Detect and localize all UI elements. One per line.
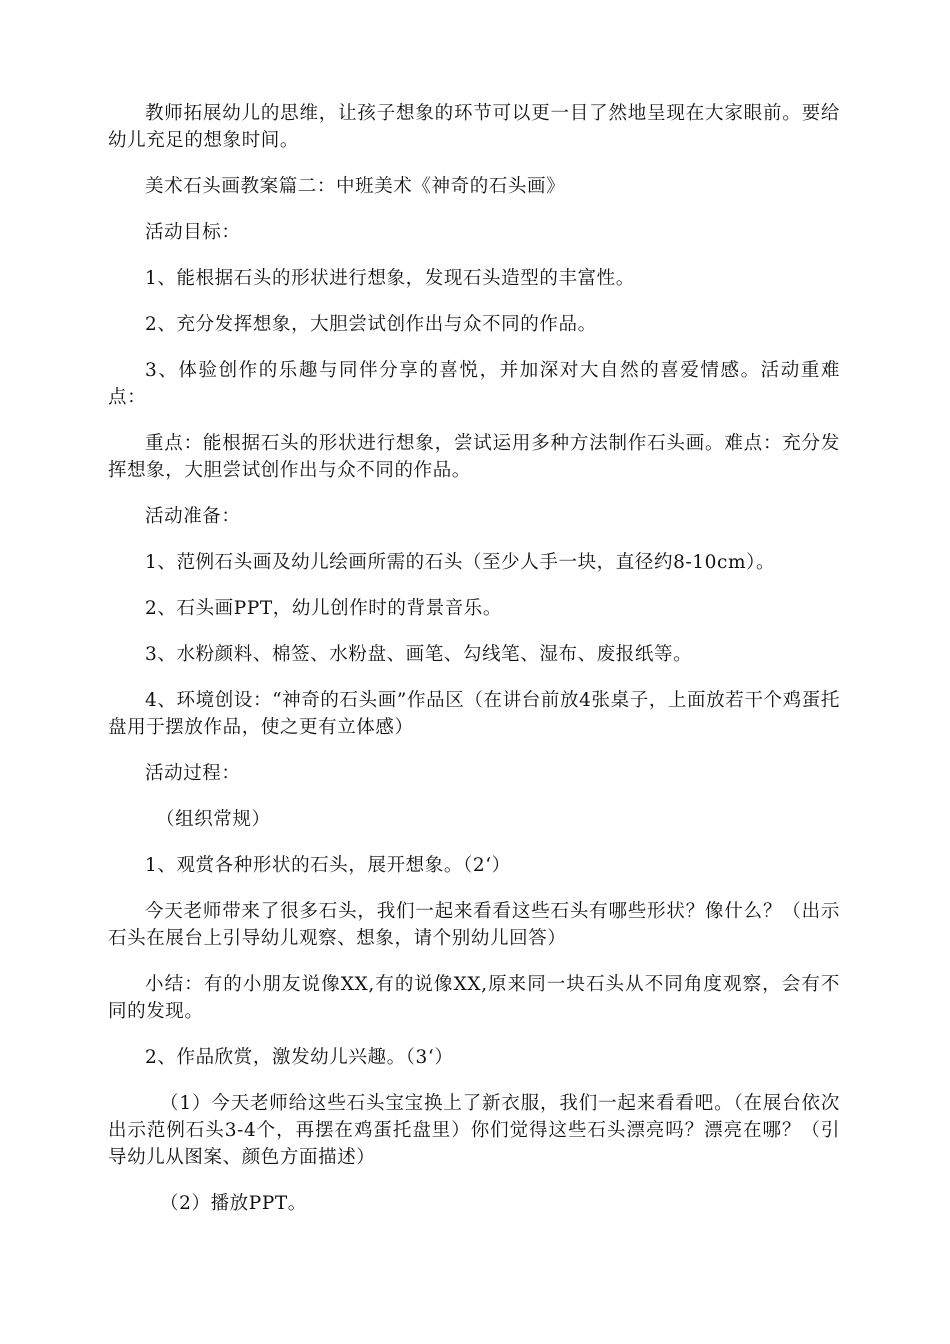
- sub-item: （2）播放PPT。: [160, 1193, 307, 1214]
- paragraph: 今天老师带来了很多石头，我们一起来看看这些石头有哪些形状？像什么？（出示石头在展台上引导幼儿观察、想象，请个别幼儿回答）: [108, 901, 840, 949]
- list-item: 2、作品欣赏，激发幼儿兴趣。（3‘）: [145, 1047, 454, 1068]
- list-item: 1、范例石头画及幼儿绘画所需的石头（至少人手一块，直径约8-10cm）。: [145, 552, 776, 573]
- list-item: 1、观赏各种形状的石头，展开想象。（2‘）: [145, 855, 511, 876]
- sub-item: （1）今天老师给这些石头宝宝换上了新衣服，我们一起来看看吧。（在展台依次出示范例石头3-4个，再摆在鸡蛋托盘里）你们觉得这些石头漂亮吗？漂亮在哪？（引导幼儿从图案、颜色方面描述）: [108, 1093, 840, 1168]
- list-item: 3、水粉颜料、棉签、水粉盘、画笔、勾线笔、湿布、废报纸等。: [145, 644, 693, 665]
- paragraph: 重点：能根据石头的形状进行想象，尝试运用多种方法制作石头画。难点：充分发挥想象，大胆尝试创作出与众不同的作品。: [108, 433, 840, 481]
- heading-process: 活动过程：: [145, 763, 241, 784]
- paragraph: 教师拓展幼儿的思维，让孩子想象的环节可以更一目了然地呈现在大家眼前。要给幼儿充足的想象时间。: [108, 103, 840, 151]
- list-item: 2、充分发挥想象，大胆尝试创作出与众不同的作品。: [145, 314, 597, 335]
- paragraph: 小结：有的小朋友说像XX,有的说像XX,原来同一块石头从不同角度观察，会有不同的发现。: [108, 974, 840, 1022]
- list-item: 2、石头画PPT，幼儿创作时的背景音乐。: [145, 598, 503, 619]
- section-title: 美术石头画教案篇二：中班美术《神奇的石头画》: [145, 176, 566, 197]
- list-item: 4、环境创设：“神奇的石头画”作品区（在讲台前放4张桌子，上面放若干个鸡蛋托盘用于摆放作品，使之更有立体感）: [108, 690, 840, 738]
- list-item: 1、能根据石头的形状进行想象，发现石头造型的丰富性。: [145, 268, 635, 289]
- heading-goals: 活动目标：: [145, 222, 241, 243]
- heading-preparation: 活动准备：: [145, 506, 241, 527]
- list-item: 3、体验创作的乐趣与同伴分享的喜悦，并加深对大自然的喜爱情感。活动重难点：: [108, 360, 840, 408]
- note: （组织常规）: [156, 809, 271, 830]
- document-body: [108, 100, 840, 1236]
